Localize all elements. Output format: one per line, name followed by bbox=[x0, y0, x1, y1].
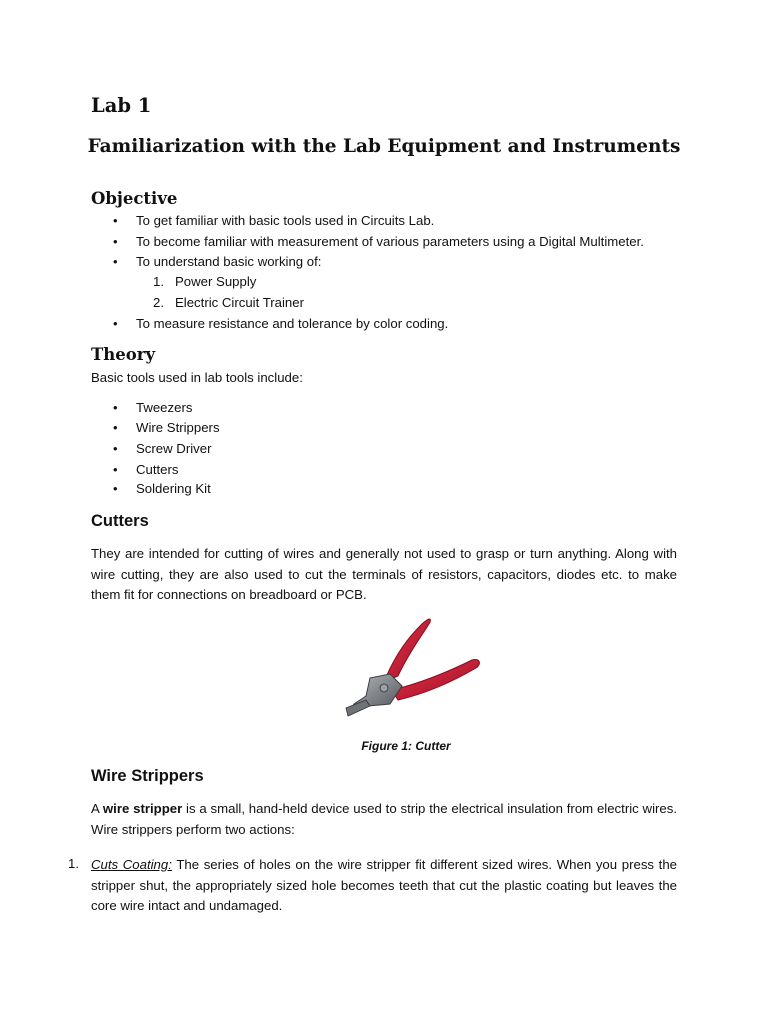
tool-list-item: • Cutters bbox=[113, 462, 179, 477]
objective-item: • To understand basic working of: bbox=[113, 254, 322, 269]
theory-intro: Basic tools used in lab tools include: bbox=[91, 370, 303, 385]
wire-strippers-paragraph: A wire stripper is a small, hand-held device used to strip the electrical insulation from electric wires. Wire strippers perform two actions: bbox=[91, 801, 677, 837]
objective-subitem: 2. Electric Circuit Trainer bbox=[153, 295, 304, 310]
cutters-paragraph: They are intended for cutting of wires and generally not used to grasp or turn anything. Along with wire cutting, they are also used to cut the terminals of resistors, capacitors, diodes etc. to make them fit for connections on breadboard or PCB. bbox=[91, 546, 677, 602]
wire-stripper-term: wire stripper bbox=[102, 801, 183, 816]
bullet-icon: • bbox=[113, 441, 118, 456]
tool-list-item: • Soldering Kit bbox=[113, 481, 211, 496]
bullet-icon: • bbox=[113, 400, 118, 415]
wire-strippers-heading: Wire Strippers bbox=[91, 767, 204, 785]
objective-item: • To become familiar with measurement of various parameters using a Digital Multimeter. bbox=[113, 234, 644, 249]
bullet-icon: • bbox=[113, 481, 118, 496]
bullet-icon: • bbox=[113, 420, 118, 435]
lab-label: Lab 1 bbox=[91, 94, 152, 117]
objective-heading: Objective bbox=[91, 189, 178, 208]
objective-item: • To get familiar with basic tools used in Circuits Lab. bbox=[113, 213, 435, 228]
action-label: Cuts Coating: bbox=[91, 857, 172, 872]
figure-caption: Figure 1: Cutter bbox=[361, 739, 451, 753]
action-cuts-coating: Cuts Coating: The series of holes on the wire stripper fit different sized wires. When you press the stripper shut, the appropriately sized hole becomes teeth that cut the plastic coating but leaves the core wire intact and undamaged. bbox=[91, 857, 677, 913]
tool-list-item: • Wire Strippers bbox=[113, 420, 220, 435]
page-title: Familiarization with the Lab Equipment and Instruments bbox=[87, 136, 681, 157]
objective-subitem: 1. Power Supply bbox=[153, 274, 257, 289]
objective-item: • To measure resistance and tolerance by color coding. bbox=[113, 316, 449, 331]
cutter-image bbox=[340, 612, 482, 720]
bullet-icon: • bbox=[113, 254, 118, 269]
theory-heading: Theory bbox=[91, 345, 156, 364]
tool-list-item: • Tweezers bbox=[113, 400, 193, 415]
tool-list-item: • Screw Driver bbox=[113, 441, 212, 456]
bullet-icon: • bbox=[113, 213, 118, 228]
action-number: 1. bbox=[68, 856, 79, 871]
bullet-icon: • bbox=[113, 462, 118, 477]
bullet-icon: • bbox=[113, 234, 118, 249]
bullet-icon: • bbox=[113, 316, 118, 331]
cutters-heading: Cutters bbox=[91, 512, 149, 530]
